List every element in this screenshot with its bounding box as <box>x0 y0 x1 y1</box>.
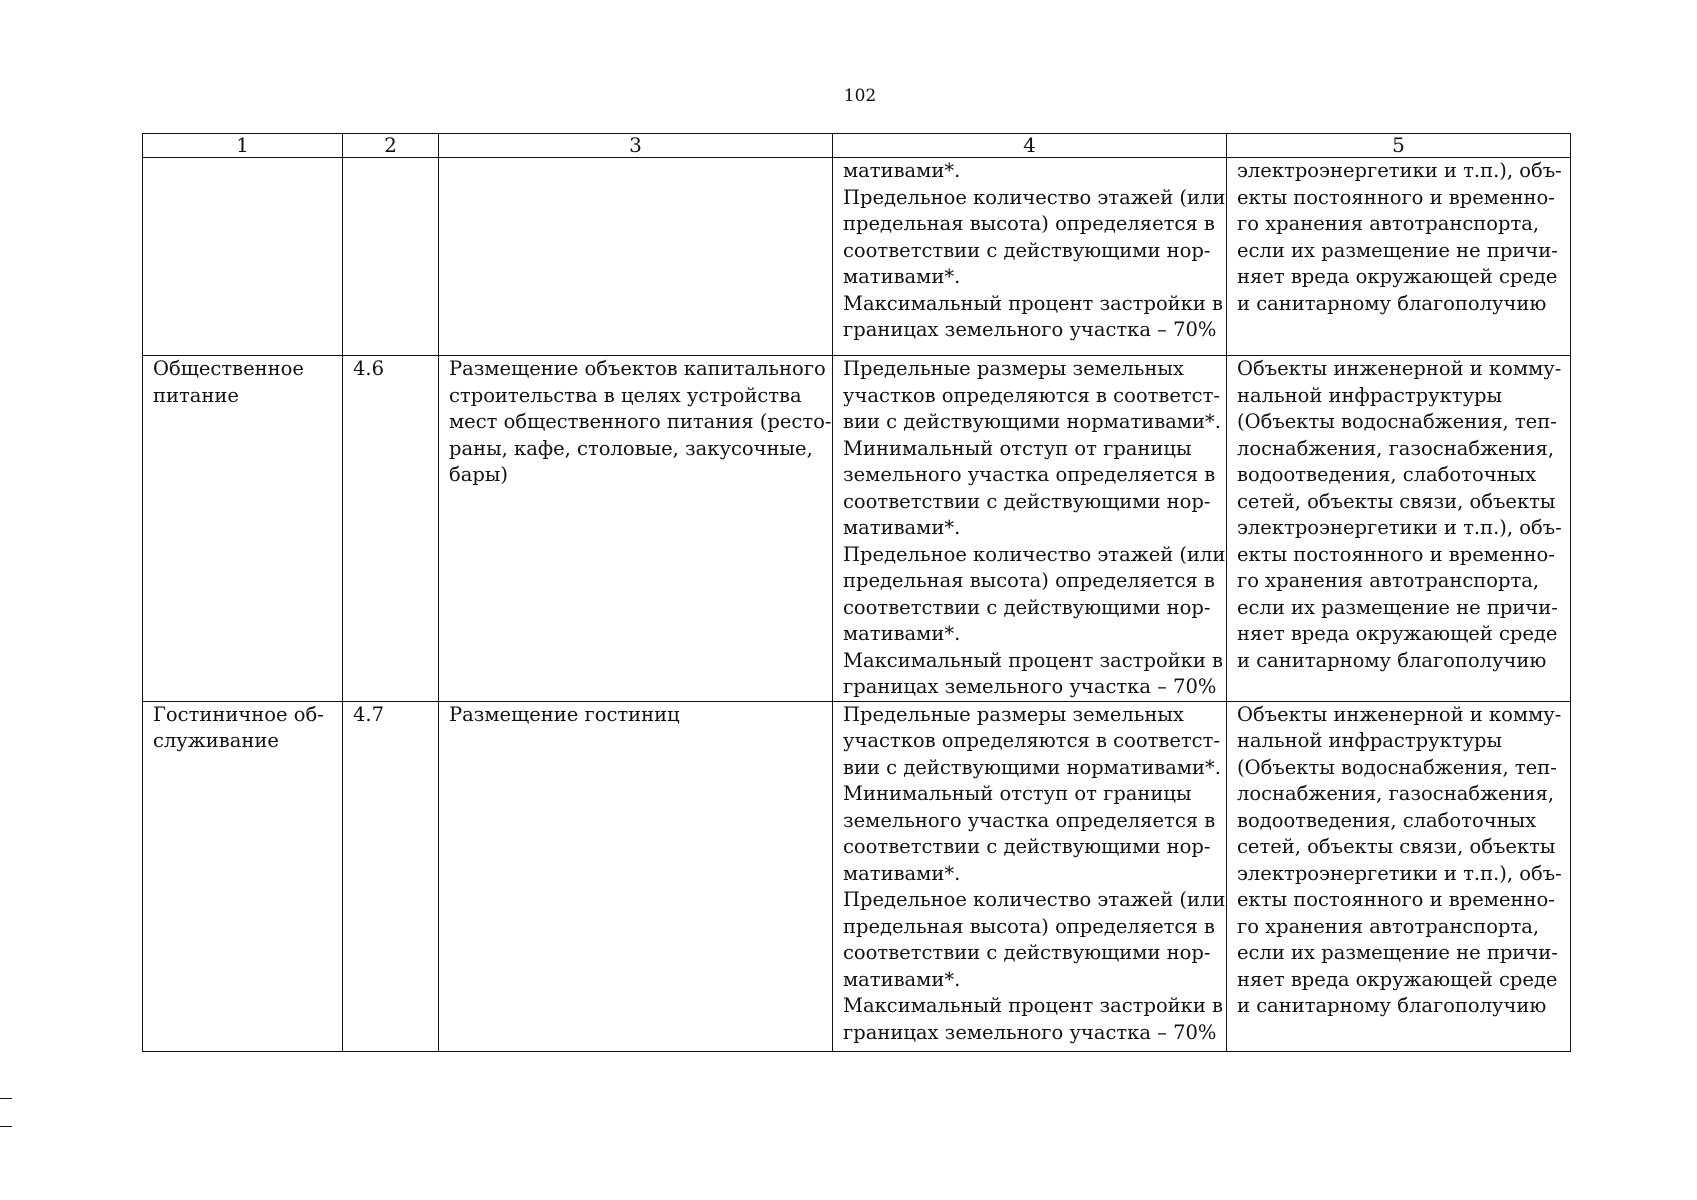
cell-text-line: Размещение гостиниц <box>449 702 680 726</box>
margin-tick-mark <box>0 1126 12 1127</box>
margin-tick-mark <box>0 1098 12 1099</box>
table-row-hotel-services <box>143 701 1571 1051</box>
cell-text-line: го хранения автотранспорта, <box>1237 569 1540 592</box>
cell-text-line: если их размещение не причи- <box>1237 238 1558 262</box>
cell-text-line: Максимальный процент застройки в <box>843 291 1224 315</box>
cell-text-line: нальной инфраструктуры <box>1237 729 1503 752</box>
cell-text-line: границах земельного участка – 70% <box>843 318 1217 341</box>
cell-text-line: раны, кафе, столовые, закусочные, <box>449 436 813 460</box>
column-number-header-row <box>143 134 1571 158</box>
cell-text-line: участков определяются в соответст- <box>843 729 1220 752</box>
cell-text-line: Максимальный процент застройки в <box>843 648 1224 672</box>
cell-text-line: Минимальный отступ от границы <box>843 436 1192 460</box>
cell-text-line: екты постоянного и временно- <box>1237 542 1555 566</box>
cell-text-line: бары) <box>449 463 508 486</box>
cell-text-line: мативами*. <box>843 265 961 288</box>
cell-text-line: мативами*. <box>843 967 961 991</box>
cell-text-line: Предельное количество этажей (или <box>843 542 1226 566</box>
continuation-row <box>143 158 1571 356</box>
cell-text-line: соответствии с действующими нор- <box>843 238 1211 262</box>
cell-text-line: и санитарному благополучию <box>1237 291 1547 315</box>
cell-text-line: соответствии с действующими нор- <box>843 835 1211 858</box>
use-type-name-cell <box>143 356 343 702</box>
cell-text-line: предельная высота) определяется в <box>843 569 1215 592</box>
cell-text-line: нальной инфраструктуры <box>1237 383 1503 407</box>
column-header-2: 2 <box>343 134 439 158</box>
cell-text-line: няет вреда окружающей среде <box>1237 622 1558 645</box>
cell-text-line: соответствии с действующими нор- <box>843 941 1211 964</box>
cell-text-line: электроэнергетики и т.п.), объ- <box>1237 516 1562 539</box>
cell-text-line: Объекты инженерной и комму- <box>1237 357 1562 380</box>
parameters-cell <box>833 701 1227 1051</box>
cell-text-line: земельного участка определяется в <box>843 808 1216 832</box>
cell-text-line: вии с действующими нормативами*. <box>843 410 1221 433</box>
cell-text-line: если их размещение не причи- <box>1237 941 1558 964</box>
cell-text-line: го хранения автотранспорта, <box>1237 212 1540 235</box>
cell-text-line: мативами*. <box>843 516 961 539</box>
cell-text-line: сетей, объекты связи, объекты <box>1237 489 1556 513</box>
cell-text-line: (Объекты водоснабжения, теп- <box>1237 410 1557 433</box>
cell-text-line: сетей, объекты связи, объекты <box>1237 835 1556 858</box>
cell-text-line: няет вреда окружающей среде <box>1237 265 1558 288</box>
cell-text-line: соответствии с действующими нор- <box>843 595 1211 619</box>
cell-text-line: границах земельного участка – 70% <box>843 1020 1217 1044</box>
cell-text-line: мативами*. <box>843 861 961 885</box>
cell-text-line: Гостиничное об- <box>153 702 324 726</box>
continuation-col3 <box>439 158 833 356</box>
cell-text-line: мативами*. <box>843 159 961 182</box>
cell-text-line: Предельное количество этажей (или <box>843 185 1226 209</box>
cell-text-line: предельная высота) определяется в <box>843 212 1215 235</box>
cell-text-line: Максимальный процент застройки в <box>843 994 1224 1017</box>
cell-text-line: (Объекты водоснабжения, теп- <box>1237 755 1557 779</box>
land-use-table <box>142 133 1571 1052</box>
use-description-cell <box>439 356 833 702</box>
continuation-col1 <box>143 158 343 356</box>
use-description-cell <box>439 701 833 1051</box>
cell-text-line: водоотведения, слаботочных <box>1237 808 1537 832</box>
column-header-4: 4 <box>833 134 1227 158</box>
cell-text-line: лоснабжения, газоснабжения, <box>1237 436 1555 460</box>
cell-text-line: лоснабжения, газоснабжения, <box>1237 782 1555 805</box>
cell-text-line: водоотведения, слаботочных <box>1237 463 1537 486</box>
cell-text-line: Предельное количество этажей (или <box>843 888 1226 911</box>
cell-text-line: мест общественного питания (ресто- <box>449 410 832 433</box>
cell-text-line: и санитарному благополучию <box>1237 994 1547 1017</box>
cell-text-line: Размещение объектов капитального <box>449 357 826 380</box>
cell-text-line: Предельные размеры земельных <box>843 357 1184 380</box>
cell-text-line: Объекты инженерной и комму- <box>1237 702 1562 726</box>
use-code-cell: 4.6 <box>343 356 439 702</box>
table-row-public-catering <box>143 356 1571 702</box>
column-header-1: 1 <box>143 134 343 158</box>
cell-text-line: Предельные размеры земельных <box>843 702 1184 726</box>
continuation-col2 <box>343 158 439 356</box>
cell-text-line: электроэнергетики и т.п.), объ- <box>1237 861 1562 885</box>
cell-text-line: го хранения автотранспорта, <box>1237 914 1540 938</box>
column-header-5: 5 <box>1227 134 1571 158</box>
cell-text-line: Минимальный отступ от границы <box>843 782 1192 805</box>
cell-text-line: служивание <box>153 729 279 752</box>
cell-text-line: питание <box>153 383 239 407</box>
cell-text-line: и санитарному благополучию <box>1237 648 1547 672</box>
cell-text-line: соответствии с действующими нор- <box>843 489 1211 513</box>
cell-text-line: екты постоянного и временно- <box>1237 888 1555 911</box>
cell-text-line: вии с действующими нормативами*. <box>843 755 1221 779</box>
cell-text-line: екты постоянного и временно- <box>1237 185 1555 209</box>
cell-text-line: строительства в целях устройства <box>449 383 802 407</box>
page-number: 102 <box>843 86 877 106</box>
column-header-3: 3 <box>439 134 833 158</box>
cell-text-line: мативами*. <box>843 622 961 645</box>
parameters-cell <box>833 356 1227 702</box>
cell-text-line: предельная высота) определяется в <box>843 914 1215 938</box>
cell-text-line: участков определяются в соответст- <box>843 383 1220 407</box>
cell-text-line: границах земельного участка – 70% <box>843 675 1217 698</box>
cell-text-line: электроэнергетики и т.п.), объ- <box>1237 159 1562 182</box>
continuation-parameters-cell <box>833 158 1227 356</box>
cell-text-line: земельного участка определяется в <box>843 463 1216 486</box>
continuation-auxiliary-uses-cell <box>1227 158 1571 356</box>
auxiliary-uses-cell <box>1227 701 1571 1051</box>
auxiliary-uses-cell <box>1227 356 1571 702</box>
cell-text-line: если их размещение не причи- <box>1237 595 1558 619</box>
cell-text-line: Общественное <box>153 357 304 380</box>
cell-text-line: няет вреда окружающей среде <box>1237 967 1558 991</box>
use-code-cell: 4.7 <box>343 701 439 1051</box>
use-type-name-cell <box>143 701 343 1051</box>
